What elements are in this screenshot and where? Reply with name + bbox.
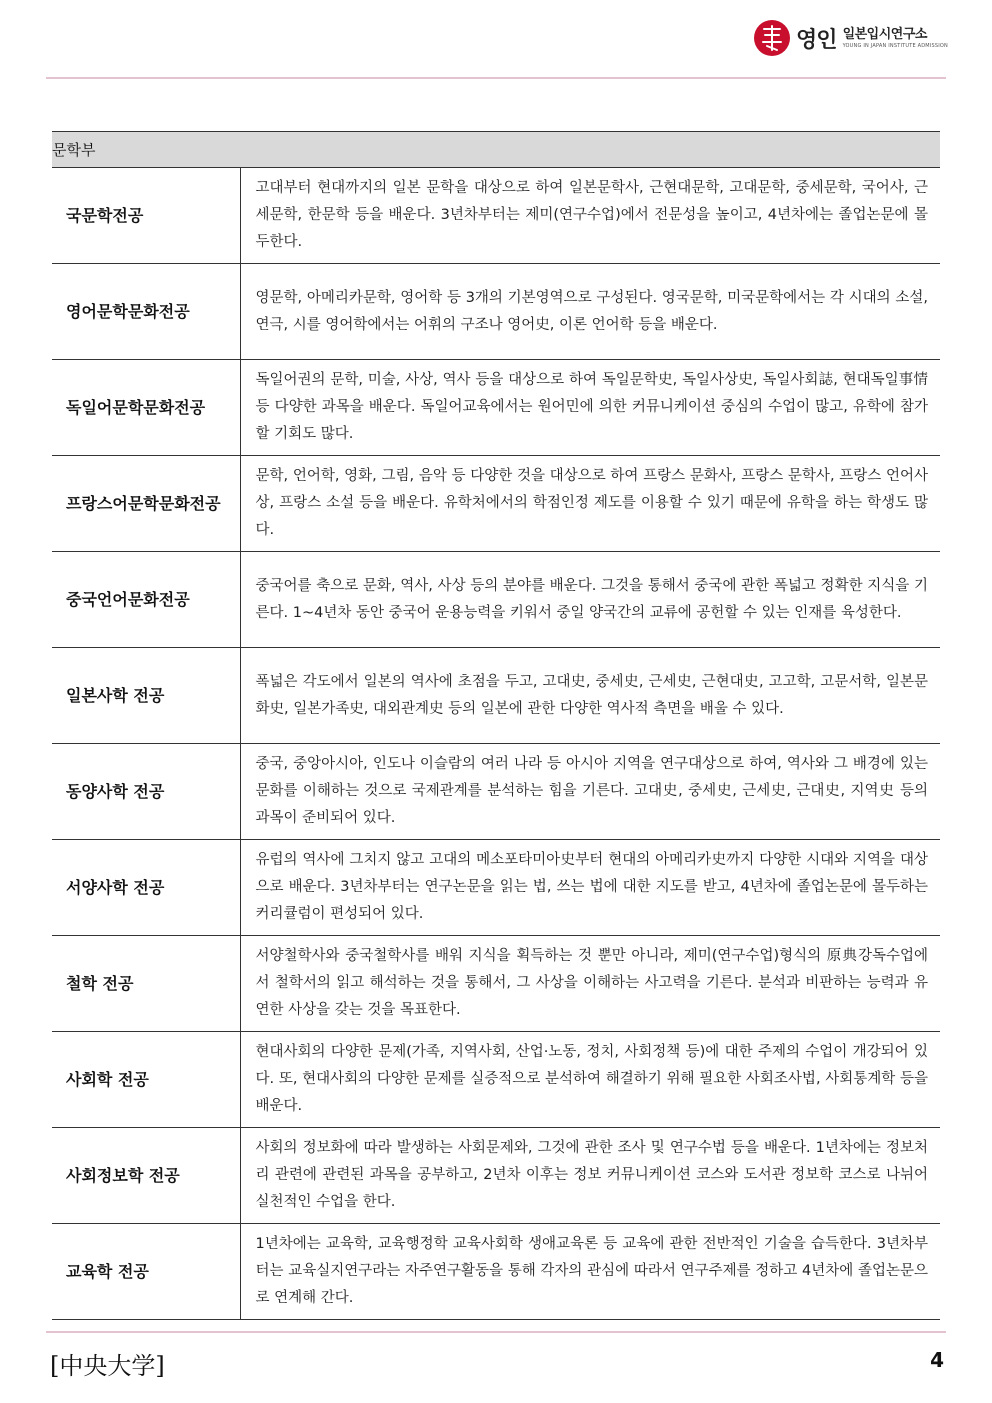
major-description: 사회의 정보화에 따라 발생하는 사회문제와, 그것에 관한 조사 및 연구수법 등을 배운다. 1년차에는 정보처리 관련에 관련된 과목을 공부하고, 2년차 이후는 정보 커뮤니케이션 코스와 도서관 정보학 코스로 나뉘어 실천적인 수업을 한다. bbox=[240, 1128, 940, 1224]
major-name: 일본사학 전공 bbox=[52, 648, 240, 744]
major-description: 문학, 언어학, 영화, 그림, 음악 등 다양한 것을 대상으로 하여 프랑스 문화사, 프랑스 문학사, 프랑스 언어사상, 프랑스 소설 등을 배운다. 유학처에서의 학점인정 제도를 이용할 수 있기 때문에 유학을 하는 학생도 많다. bbox=[240, 456, 940, 552]
section-title: 문학부 bbox=[52, 132, 940, 168]
major-name: 사회학 전공 bbox=[52, 1032, 240, 1128]
page-number: 4 bbox=[930, 1348, 944, 1372]
major-name: 교육학 전공 bbox=[52, 1224, 240, 1320]
major-description: 1년차에는 교육학, 교육행정학 교육사회학 생애교육론 등 교육에 관한 전반적인 기술을 습득한다. 3년차부터는 교육실지연구라는 자주연구활동을 통해 각자의 관심에 따라서 연구주제를 정하고 4년차에 졸업논문으로 연계해 간다. bbox=[240, 1224, 940, 1320]
major-name: 철학 전공 bbox=[52, 936, 240, 1032]
table-row bbox=[52, 840, 940, 936]
major-description: 서양철학사와 중국철학사를 배워 지식을 획득하는 것 뿐만 아니라, 제미(연구수업)형식의 原典강독수업에서 철학서의 읽고 해석하는 것을 통해서, 그 사상을 이해하는 사고력을 기른다. 분석과 비판하는 능력과 유연한 사상을 갖는 것을 목표한다. bbox=[240, 936, 940, 1032]
major-description: 유럽의 역사에 그치지 않고 고대의 메소포타미아史부터 현대의 아메리카史까지 다양한 시대와 지역을 대상으로 배운다. 3년차부터는 연구논문을 읽는 법, 쓰는 법에 대한 지도를 받고, 4년차에 졸업논문에 몰두하는 커리큘럼이 편성되어 있다. bbox=[240, 840, 940, 936]
footer-divider bbox=[46, 1331, 946, 1333]
major-name: 독일어문학문화전공 bbox=[52, 360, 240, 456]
header-divider bbox=[46, 77, 946, 79]
major-name: 국문학전공 bbox=[52, 168, 240, 264]
major-description: 고대부터 현대까지의 일본 문학을 대상으로 하여 일본문학사, 근현대문학, 고대문학, 중세문학, 국어사, 근세문학, 한문학 등을 배운다. 3년차부터는 제미(연구수업)에서 전문성을 높이고, 4년차에는 졸업논문에 몰두한다. bbox=[240, 168, 940, 264]
major-description: 중국, 중앙아시아, 인도나 이슬람의 여러 나라 등 아시아 지역을 연구대상으로 하여, 역사와 그 배경에 있는 문화를 이해하는 것으로 국제관계를 분석하는 힘을 기른다. 고대史, 중세史, 근세史, 근대史, 지역史 등의 과목이 준비되어 있다. bbox=[240, 744, 940, 840]
table-row bbox=[52, 1224, 940, 1320]
brand-subtitle: YOUNG IN JAPAN INSTITUTE ADMISSION bbox=[842, 42, 948, 49]
major-name: 영어문학문화전공 bbox=[52, 264, 240, 360]
brand-emblem-icon bbox=[754, 20, 790, 56]
brand-text bbox=[843, 28, 948, 49]
table-row bbox=[52, 936, 940, 1032]
table-row bbox=[52, 552, 940, 648]
table-row bbox=[52, 360, 940, 456]
major-description: 영문학, 아메리카문학, 영어학 등 3개의 기본영역으로 구성된다. 영국문학, 미국문학에서는 각 시대의 소설, 연극, 시를 영어학에서는 어휘의 구조나 영어史, 이론 언어학 등을 배운다. bbox=[240, 264, 940, 360]
major-name: 중국언어문화전공 bbox=[52, 552, 240, 648]
brand-title: 일본입시연구소 bbox=[842, 26, 927, 42]
section-header-row bbox=[52, 132, 940, 168]
table-row bbox=[52, 168, 940, 264]
footer-university: [中央大学] bbox=[50, 1352, 165, 1380]
major-name: 동양사학 전공 bbox=[52, 744, 240, 840]
brand-logo bbox=[754, 20, 948, 56]
table-row bbox=[52, 744, 940, 840]
major-name: 프랑스어문학문화전공 bbox=[52, 456, 240, 552]
major-description: 폭넓은 각도에서 일본의 역사에 초점을 두고, 고대史, 중세史, 근세史, 근현대史, 고고학, 고문서학, 일본문화史, 일본가족史, 대외관계史 등의 일본에 관한 다양한 역사적 측면을 배울 수 있다. bbox=[240, 648, 940, 744]
table-row bbox=[52, 456, 940, 552]
brand-name: 영인 bbox=[796, 27, 837, 53]
table-row bbox=[52, 648, 940, 744]
major-name: 서양사학 전공 bbox=[52, 840, 240, 936]
major-name: 사회정보학 전공 bbox=[52, 1128, 240, 1224]
table-row bbox=[52, 264, 940, 360]
table-row bbox=[52, 1032, 940, 1128]
table-row bbox=[52, 1128, 940, 1224]
majors-table bbox=[52, 131, 940, 1320]
major-description: 독일어권의 문학, 미술, 사상, 역사 등을 대상으로 하여 독일문학史, 독일사상史, 독일사회誌, 현대독일事情 등 다양한 과목을 배운다. 독일어교육에서는 원어민에 의한 커뮤니케이션 중심의 수업이 많고, 유학에 참가할 기회도 많다. bbox=[240, 360, 940, 456]
major-description: 중국어를 축으로 문화, 역사, 사상 등의 분야를 배운다. 그것을 통해서 중국에 관한 폭넓고 정확한 지식을 기른다. 1~4년차 동안 중국어 운용능력을 키워서 중일 양국간의 교류에 공헌할 수 있는 인재를 육성한다. bbox=[240, 552, 940, 648]
major-description: 현대사회의 다양한 문제(가족, 지역사회, 산업·노동, 정치, 사회정책 등)에 대한 주제의 수업이 개강되어 있다. 또, 현대사회의 다양한 문제를 실증적으로 분석하여 해결하기 위해 필요한 사회조사법, 사회통계학 등을 배운다. bbox=[240, 1032, 940, 1128]
